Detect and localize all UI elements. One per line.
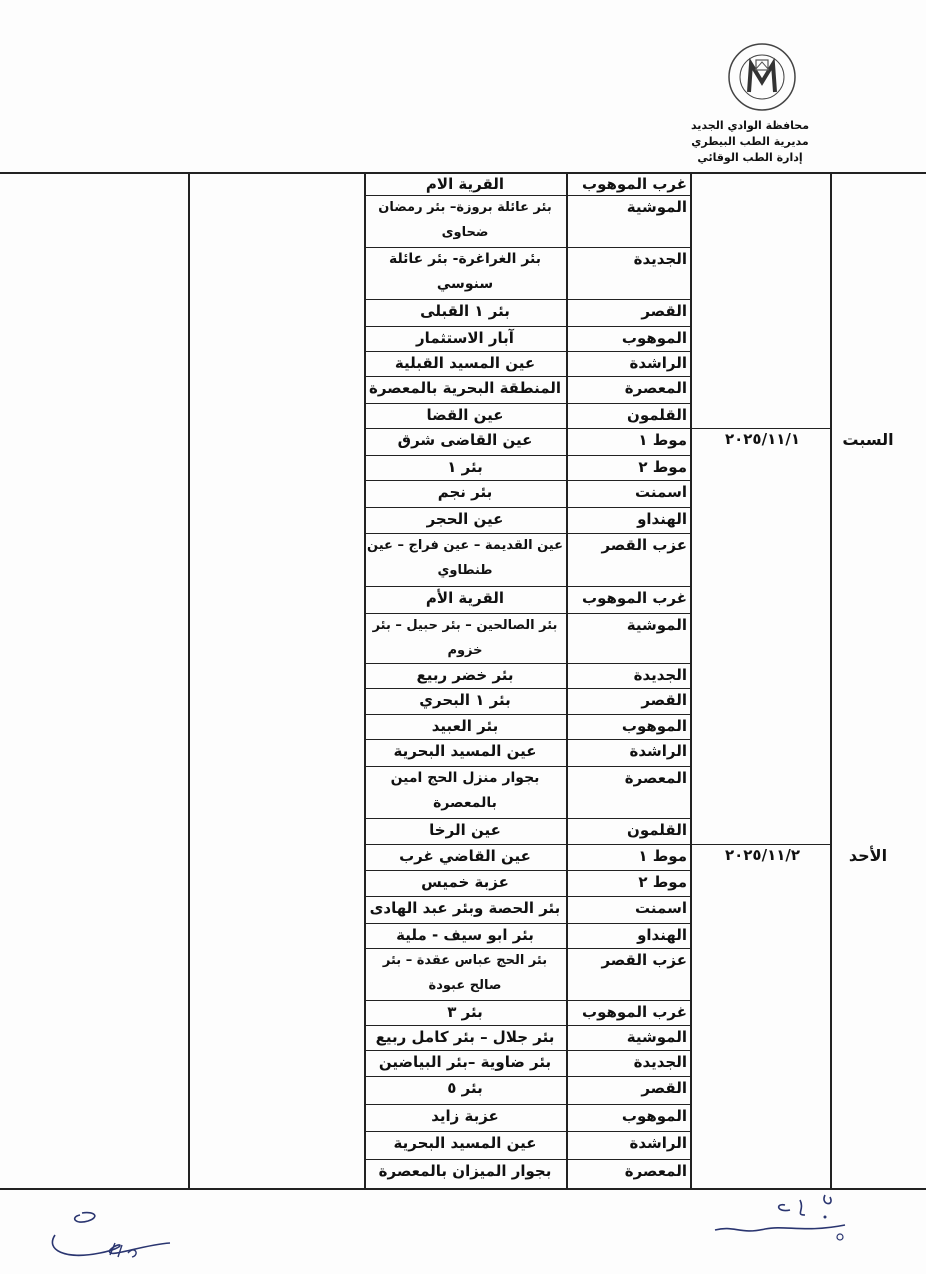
location-cell: المعصرة xyxy=(624,769,687,787)
location-cell: موط ١ xyxy=(638,431,687,449)
location-cell: اسمنت xyxy=(635,899,687,917)
place-cell: بئر نجم xyxy=(437,483,493,501)
location-cell: موط ٢ xyxy=(638,873,687,891)
header-line-governorate: محافظة الوادي الجديد xyxy=(690,119,810,132)
location-cell: موط ١ xyxy=(638,847,687,865)
signature-left xyxy=(40,1205,190,1270)
place-cell: عين الحجر xyxy=(426,510,504,528)
location-cell: الموهوب xyxy=(621,329,687,347)
place-cell: القرية الام xyxy=(425,175,505,193)
place-cell: عين المسيد البحرية xyxy=(393,1134,537,1152)
location-cell: الموهوب xyxy=(621,717,687,735)
place-cell: بئر ٣ xyxy=(447,1003,483,1021)
place-cell: عين القاضي غرب xyxy=(399,847,531,865)
place-cell: بئر ١ البحري xyxy=(419,691,511,709)
location-cell: المعصرة xyxy=(624,1162,687,1180)
place-cell: بئر ٥ xyxy=(447,1079,483,1097)
place-cell: آبار الاستثمار xyxy=(416,329,514,347)
place-cell: بئر ضاوية –بئر البياضين xyxy=(378,1053,552,1071)
header-line-directorate: مديرية الطب البيطري xyxy=(691,135,809,148)
column-divider xyxy=(188,172,190,1188)
location-cell: القصر xyxy=(641,1079,687,1097)
column-divider xyxy=(830,172,832,1188)
location-cell: القلمون xyxy=(627,406,687,424)
location-cell: الراشدة xyxy=(629,1134,687,1152)
location-cell: عزب القصر xyxy=(601,951,687,969)
location-cell: اسمنت xyxy=(635,483,687,501)
place-cell: بئر العبيد xyxy=(431,717,499,735)
header-line-department: إدارة الطب الوقائي xyxy=(697,151,803,164)
signature-right xyxy=(705,1185,865,1250)
place-cell: عين القضا xyxy=(426,406,504,424)
date-cell: ٢٠٢٥/١١/١ xyxy=(724,430,801,448)
place-cell: بئر خضر ربيع xyxy=(416,666,514,684)
place-cell: عين القاضى شرق xyxy=(397,431,533,449)
place-cell: بئر ١ القبلى xyxy=(420,302,510,320)
location-cell: الجديدة xyxy=(633,250,687,268)
location-cell: الجديدة xyxy=(633,1053,687,1071)
place-cell: عين القديمة – عين فراج – عين طنطاوي xyxy=(367,538,563,578)
place-cell: بئر عائلة بروزة– بئر رمضان ضحاوى xyxy=(378,200,552,240)
place-cell: عين المسيد القبلية xyxy=(394,354,536,372)
place-cell: بئر الحج عباس عقدة – بئر صالح عبودة xyxy=(382,953,548,993)
day-divider xyxy=(690,428,830,429)
place-cell: عين المسيد البحرية xyxy=(393,742,537,760)
location-cell: الهنداو xyxy=(637,926,687,944)
day-cell: الأحد xyxy=(848,846,888,865)
location-cell: غرب الموهوب xyxy=(582,1003,687,1021)
location-cell: الموشية xyxy=(626,616,687,634)
day-divider xyxy=(690,844,830,845)
place-cell: بئر ابو سيف - ملية xyxy=(396,926,534,944)
location-cell: غرب الموهوب xyxy=(582,175,687,193)
location-cell: القصر xyxy=(641,302,687,320)
place-cell: بئر الغراغرة- بئر عائلة سنوسي xyxy=(388,251,542,292)
location-cell: الموشية xyxy=(626,1028,687,1046)
place-cell: عزبة زايد xyxy=(431,1107,499,1125)
place-cell: بئر جلال – بئر كامل ربيع xyxy=(375,1028,555,1046)
place-cell: القرية الأم xyxy=(425,589,505,607)
place-cell: بئر ١ xyxy=(447,458,483,476)
place-cell: عزبة خميس xyxy=(421,873,509,891)
date-cell: ٢٠٢٥/١١/٢ xyxy=(724,846,801,864)
location-cell: القصر xyxy=(641,691,687,709)
location-cell: القلمون xyxy=(627,821,687,839)
location-cell: الجديدة xyxy=(633,666,687,684)
location-cell: الراشدة xyxy=(629,742,687,760)
location-cell: غرب الموهوب xyxy=(582,589,687,607)
place-cell: المنطقة البحرية بالمعصرة xyxy=(368,379,562,397)
place-cell: عين الرخا xyxy=(429,821,501,839)
day-cell: السبت xyxy=(842,430,894,449)
column-divider xyxy=(566,172,568,1188)
location-cell: الهنداو xyxy=(637,510,687,528)
location-cell: عزب القصر xyxy=(601,536,687,554)
location-cell: الموشية xyxy=(626,198,687,216)
place-cell: بجوار منزل الحج امين بالمعصرة xyxy=(390,770,540,811)
place-cell: بئر الحصة وبئر عبد الهادى xyxy=(369,899,561,917)
place-cell: بجوار الميزان بالمعصرة xyxy=(378,1162,552,1180)
location-cell: الموهوب xyxy=(621,1107,687,1125)
column-divider xyxy=(690,172,692,1188)
location-cell: الراشدة xyxy=(629,354,687,372)
place-cell: بئر الصالحين – بئر حبيل – بئر خزوم xyxy=(372,618,558,658)
location-cell: موط ٢ xyxy=(638,458,687,476)
location-cell: المعصرة xyxy=(624,379,687,397)
